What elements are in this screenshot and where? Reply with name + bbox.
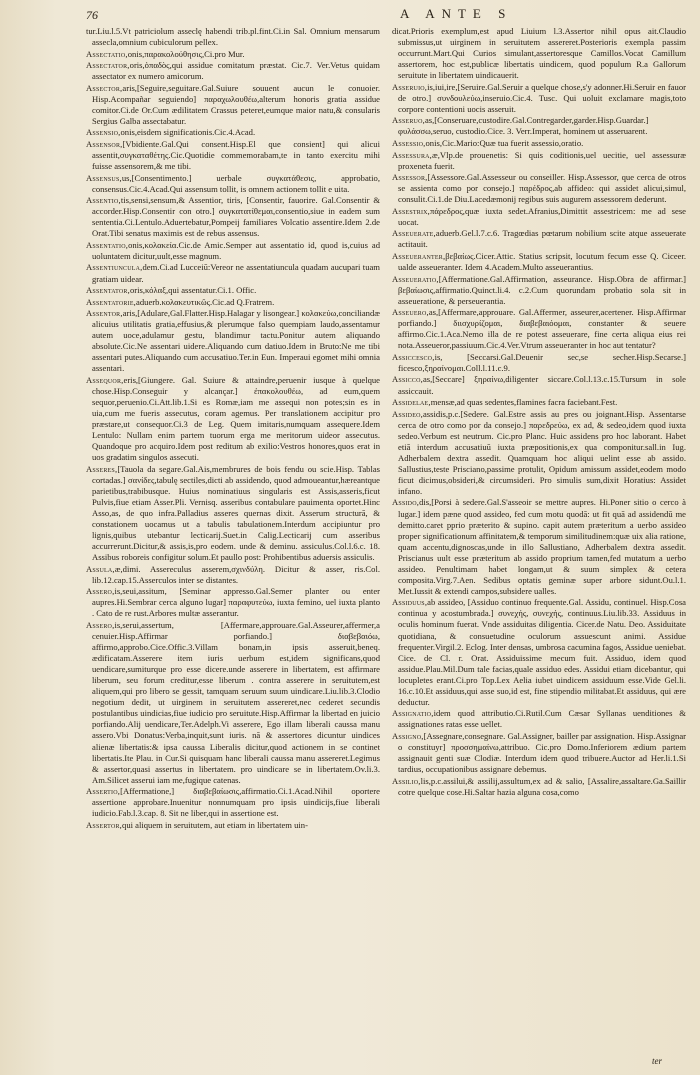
entry-headword: Asseueranter, bbox=[392, 250, 446, 261]
dictionary-entry bbox=[86, 49, 380, 60]
dictionary-entry bbox=[392, 150, 686, 172]
entry-text: æ,dimi. Assereculus asserem,σχινδύλη. Dicitur & asser, ris.Col. lib.12.cap.15.Asserculos inter se distantes. bbox=[92, 563, 380, 585]
dictionary-entry bbox=[392, 374, 686, 396]
dictionary-entry bbox=[392, 138, 686, 149]
dictionary-entry bbox=[86, 620, 380, 786]
dictionary-entry bbox=[392, 397, 686, 408]
dictionary-entry bbox=[392, 352, 686, 374]
left-column bbox=[86, 26, 380, 1066]
entry-text: dis,[Porsi à sedere.Gal.S'asseoir se mettre aupres. Hi.Poner sitio o cerco à lugar.] idem pæne quod assideo, fed cum motu quodā: ut fit quā ad assidendū me demitto.caret pprio præterito & supino. capit autem præteritum a uerbo assideo proper significationum affinitatem,& temporum similitudinem:quæ uix alia ratione, quam accentu,dignoscas,unde in illo Sallustiano, Adherbalem dextra assedit. Priscianus uult esse præteritum ab assido proprium tamen,fed mutatum a uerbo assideo. Penultimam habet longam,ut & suum simplex & cetera composita.Virg.7.Aen. Sedibus optatis geminæ super arbore sidunt.Ou.l.1. Met.Iussit & extendi campos,subsidere ualles. bbox=[398, 497, 686, 596]
entry-text: [Assessore.Gal.Assesseur ou conseiller. Hisp.Assessor, que cerca de otros se assienta como por consejo.] παρέδρος,ab affideo: qui assidet alicui,simul, consulit.Ci.1.de Diu.Lacedæmonij regibus suis augurem assessorem dederunt. bbox=[398, 172, 686, 205]
dictionary-entry bbox=[86, 375, 380, 463]
entry-text: onis,παρακολούθησις,Ci.pro Mur. bbox=[127, 48, 245, 59]
entry-headword: Assilio, bbox=[392, 775, 421, 786]
dictionary-entry bbox=[86, 240, 380, 262]
entry-headword: Assertor, bbox=[86, 819, 123, 830]
dictionary-entry bbox=[86, 586, 380, 619]
dictionary-entry bbox=[86, 173, 380, 195]
entry-headword: Assideo, bbox=[392, 408, 423, 419]
entry-headword: Assestrix, bbox=[392, 205, 431, 216]
dictionary-entry bbox=[86, 60, 380, 82]
dictionary-entry bbox=[392, 228, 686, 250]
entry-headword: Assidelae, bbox=[392, 397, 431, 408]
entry-headword: Assicco, bbox=[392, 374, 423, 385]
dictionary-entry bbox=[86, 195, 380, 239]
entry-text: as,[Affermare,approuare. Gal.Affermer, asseurer,acertener. Hisp.Affirmar porfiando.] διισχυρίζομαι, διαβεβαιόομαι, constanter & seuere affirmo.Cic.1.Aca.Nemo illa de re potest asseuerare, fine certa aliqua eius rei nota.Asseueror,passiuum.Cic.4.Ver.Vtrum asseueranter in hoc aut tentatur? bbox=[398, 307, 686, 351]
dictionary-entry bbox=[86, 297, 380, 308]
entry-text: πάρεδρος,quæ iuxta sedet.Afranius,Dimittit assestricem: me ad sese uocat. bbox=[398, 205, 686, 227]
entry-text: oris,ὁπαδὸς,qui assidue comitatum præstat. Cic.7. Ver.Vetus quidam assectator ex numero amicorum. bbox=[92, 60, 380, 82]
entry-headword: Asseruio, bbox=[392, 81, 428, 92]
entry-headword: Asseuero, bbox=[392, 307, 429, 318]
entry-text: mensæ,ad quas sedentes,flamines facra faciebant.Fest. bbox=[430, 397, 618, 408]
dictionary-entry bbox=[86, 820, 380, 831]
dictionary-entry bbox=[86, 464, 380, 563]
entry-text: us,[Consentimento.] uerbale συγκατάθεσις, approbatio, consensus.Cic.4.Acad.Qui assensum tollit, is omnem actionem tollit e uita. bbox=[92, 172, 380, 194]
right-column bbox=[392, 26, 686, 1066]
entry-headword: Assentio, bbox=[86, 195, 121, 206]
entry-headword: Assentatio, bbox=[86, 239, 129, 250]
entry-text: aris,[Adulare,Gal.Flatter.Hisp.Halagar y lisongear.] κολακεύω,conciliandæ alicuius utilitatis gratia,effusius,& plerumque falso quempiam laudo,assentamur autem uoce,adulamur gestu, blandimur tactu.Ponitur autem aliquando absolute.Cic.Ne assentari uidere.Aliquando cum datiuo.Idem in Bruto:Ne me tibi assentari putes.Aliquando cum accusatiuo.Ter.in Eun. Imperaui egomet mihi omnia assentari. bbox=[92, 308, 380, 374]
entry-headword: Assectatio, bbox=[86, 48, 128, 59]
entry-text: [Tauola da segare.Gal.Ais,membrures de bois fendu ou scie.Hisp. Tablas cortadas.] σανίδες,tabulę sectiles,dicti ab assidendo, quod admoueantur,hæreantque parietibus,trabibusque. Huius nominatiuus singularis est Assis,asseris,ficut Pulvis,fiue etiam Asser.Pli. Vernisq. asseribus contabulare pauimenta oportet.Hinc Asso,as, de quo infra.Palladius asseres quernas dixit. Asserum structurā, & constationem uocamus ut a tabulis tabulationem.Interdum accipiuntur pro lignis,quibus utebantur lecticarij.Suet.in Calig.Lecticarij cum asseribus accurrerunt.Dicitur,& assis,is,pro eodem. unde & deminu. assiculus.Col.l.6.c. 18. Assibus roboreis configitur solum.Et paullo post: Prohibentibus aduersis assiculis. bbox=[92, 463, 380, 563]
dictionary-entry bbox=[86, 308, 380, 374]
entry-text: æ,Vlp.de prouenetis: Si quis coditionis,uel uecitie, uel assessuræ proxeneta fuerit. bbox=[398, 149, 686, 171]
entry-text: dicat.Prioris exemplum,est apud Liuium l.3.Assertor nihil opus ait.Claudio submissus,ut uirginem in seruitutem assereret.Posterioris exempla passim occurrunt.Mart.Qui Curios simulant,assertoresque Camillos.Vocat Camillum assertorem, hoc est,publicæ libertatis uindicem, quod populum R.a Gallorum seruitute in libertatem uindicauerit. bbox=[392, 26, 686, 81]
entry-text: aris,[Seguire,seguitare.Gal.Suiure souuent aucun le conuoier. Hisp.Acompañar seguiendo] παραχωλουθέω,alterum honoris gratia assidue comitor.Ci.de Or.Cum ædilitatem Crassus peteret,eumque maior natu,& consularis Sergius Galba assectabatur. bbox=[92, 82, 380, 126]
entry-headword: Assessio, bbox=[392, 137, 426, 148]
entry-headword: Assentor, bbox=[86, 308, 123, 319]
entry-text: is,serui,assertum, [Affermare,approuare.Gal.Asseurer,affermer,a cenuier.Hisp.Affirmar porfiando.] διαβεβαιόω, affirmo,approbo.Cice.Offic.3.Villam bonam,in ipsis asseruit,beneq. ædificatam.Asserere item iuris uerbum est,idem significans,quod uendicare,sumiturque pro esse dicere.unde asserere in libertatem, est affirmare liberum, seu forum creditur,esse liberum . contra asserere in seruitutem,est aliquem,qui pro libero se gessit, tamquam seruum suum uindicare.Liu.lib.3.Clodio negotium dedit, ut uirginem in seruitutem assereret,nec cederet secundis postulantibus uindicias,fiue iudicio pro seruitute.Hisp.Affirmar la libertad en juicio porfiando.Alij uendicare,Ter.Adelph.Vi asserere, Ego illam liberali caussa manu assero.Vbi Donatus:Verba,inquit,sunt iuris. nā & assertores dicuntur uindices alienæ libertatis:& ipsa caussa Liberalis dicitur,quod actionem in se continet libertatis.Ite Plau. in Cur.Si quisquam hanc liberali caussa manu assereret.Legimus & assertor,quasi assertus in libertatem. pro uindicare se in libertatem.Ov.li.3. Am.Silicet asserui iam me,fugique catenas. bbox=[92, 619, 380, 785]
dictionary-entry bbox=[86, 564, 380, 586]
entry-headword: Assero, bbox=[86, 619, 115, 630]
entry-headword: Assertio, bbox=[86, 786, 121, 797]
entry-text: qui aliquem in seruitutem, aut etiam in libertatem uin- bbox=[122, 819, 308, 830]
entry-text: assidis,p.c.[Sedere. Gal.Estre assis au pres ou joignant.Hisp. Assentarse cerca de otro como por da consejo.] παρεδρεύω, ex ad, & sedeo,idem quod iuxta sedeo.Verbum est neutrum. Cic.pro Planc. Huic assidens pro hoc laborant. Habet etiā interdum accusatiuū iuxta præpositionis,ex qua componitur.sall.in Iug. Adherbalem dextra assedit. Quamquam hoc aliqui uelint esse ab assido. Sallustius,teste Prisciano,passime protulit, Opidum amissum assidet,eodem modo ficut dicimus,obsideri,& circumsideri. Pro simulis sum,dixit Horatius: Assidet infano. bbox=[398, 408, 686, 496]
running-head: A ANTE S bbox=[400, 6, 513, 21]
entry-headword: Assector, bbox=[86, 82, 123, 93]
entry-text: onis,Cic.Mario:Quæ tua fuerit assessio,oratio. bbox=[425, 137, 584, 148]
dictionary-entry bbox=[392, 251, 686, 273]
entry-text: idem quod attributio.Ci.Rutil.Cum Cæsar Syllanas uenditiones & assignationes ratas esse uellet. bbox=[398, 708, 686, 730]
page-number: 76 bbox=[86, 8, 98, 22]
dictionary-entry bbox=[392, 115, 686, 137]
dictionary-entry bbox=[392, 206, 686, 228]
entry-text: βεβαίως.Cicer.Attic. Statius scripsit, locutum fecum esse Q. Ciceer. ualde asseueranter. Idem 4.Academ.Multo asseuerantius. bbox=[398, 250, 686, 272]
entry-text: as,[Seccare] ξηραίνω,diligenter siccare.Col.l.13.c.15.Tursum in sole assiccauit. bbox=[398, 374, 686, 396]
entry-headword: Assentator, bbox=[86, 285, 130, 296]
entry-text: [Assegnare,consegnare. Gal.Assigner, bailler par assignation. Hisp.Assignar o constituyr] προσσημαίνω,attribuo. Cic.pro Domo.Inferiorem ædium partem assignauit genti suæ Clodiæ. Interdum idem quod tribuere.Auctor ad Her.li.1.Si tardius, occupationibus assignare debemus. bbox=[398, 730, 686, 775]
entry-text: oris,κόλαξ,qui assentatur.Ci.1. Offic. bbox=[129, 285, 257, 296]
entry-text: ab assideo, [Assiduo continuo frequente.Gal. Assidu, continuel. Hisp.Cosa continua y acostumbrada.] συνεχής, συνεχής, continuus.Liu.lib.33. Assiduus in oculis hominum fuerat. Vnde assiduitas diligentia. Cicer.de Natu. Deo. Assiduitate quotidiana, & consuetudine oculorum assuescunt animi. Assidue frequenter.Virgil.2. Eclog. Inter densas, umbrosa cacumina fagos, Assidue ueniebat. Cice. de Cl. r. Orat. Assiduissime mecum fuit. Assiduo, idem quod assidue.Plau.Mil.Dum tale facias,quale assiduo edes. Assidui etiam dicebantur, qui locupletes erant.Ci.pro Top.Lex Aelia iubet uindicem assiduum esse.Vide Gel.li. 16.c.10.Et assiduus,qui asse suo,id est, fine stipendio militabat.Et assiduus, qui ære deductur. bbox=[398, 597, 686, 707]
entry-text: lis,p.c.assilui,& assilij,assultum,ex ad & salio, [Assalire,assaltare.Ga.Saillir cotre quelque cose.Hi.Saltar hazia alguna cosa,como bbox=[398, 775, 686, 797]
dictionary-entry bbox=[86, 26, 380, 48]
entry-headword: Assensio, bbox=[86, 127, 121, 138]
dictionary-entry bbox=[392, 708, 686, 730]
entry-text: dem.Ci.ad Lucceiū:Vereor ne assentatiuncula quadam aucupari tuam gratiam uidear. bbox=[92, 262, 380, 284]
dictionary-entry bbox=[392, 26, 686, 81]
entry-text: aduerb.Gel.l.7.c.6. Tragœdias pœtarum nobilium scite atque asseuerate actitauit. bbox=[398, 228, 686, 250]
entry-text: [Affermatione,] διαβεβαίωσις,affirmatio.Ci.1.Acad.Nihil oportere assertione approbare.Inuenitur nonnumquam pro ipsis uindicijs,fiue liberali iudicio.Fab.l.3.cap. 8. Sit ne liber,qui in assertione est. bbox=[92, 786, 380, 819]
dictionary-entry bbox=[392, 172, 686, 205]
entry-headword: Asseuerate, bbox=[392, 228, 436, 239]
entry-headword: Asseueratio, bbox=[392, 273, 439, 284]
dictionary-entry bbox=[392, 274, 686, 307]
entry-headword: Assula, bbox=[86, 563, 115, 574]
dictionary-entry bbox=[86, 262, 380, 284]
dictionary-entry bbox=[392, 776, 686, 798]
entry-text: onis,κολακεία.Cic.de Amic.Semper aut assentatio id, quod is,cuius ad uoluntatem dicitur,uult,esse magnum. bbox=[92, 239, 380, 261]
entry-headword: Assentatorie, bbox=[86, 296, 137, 307]
dictionary-entry bbox=[86, 83, 380, 127]
entry-text: is,seui,assitum, [Seminar appresso.Gal.Semer planter ou enter aupres.Hi.Sembrar cerca alguno lugar] παραφυτεύω, iuxta femino, uel iuxta planto . Cato de re rust.Arbores multæ asserantur. bbox=[92, 586, 380, 619]
dictionary-entry bbox=[86, 139, 380, 172]
entry-headword: Assigno, bbox=[392, 730, 424, 741]
entry-headword: Assido, bbox=[392, 497, 420, 508]
entry-headword: Asseruo, bbox=[392, 115, 425, 126]
entry-text: onis,eisdem significationis.Cic.4.Acad. bbox=[120, 127, 256, 138]
entry-headword: Assessura, bbox=[392, 149, 433, 160]
entry-text: [Vbidiente.Gal.Qui consent.Hisp.El que consient] qui alicui assentit,συγκαταθέτης.Cic.Quotidie commemorabam,te in tanto exercitu mihi fuisse assensorem,& me tibi. bbox=[92, 138, 380, 172]
entry-text: is, [Seccarsi.Gal.Deuenir sec,se secher.Hisp.Secarse.] ficesco,ξηραίνομαι.Coll.l.11.c.9. bbox=[398, 351, 686, 373]
dictionary-entry bbox=[392, 597, 686, 707]
catchword: ter bbox=[652, 1056, 662, 1066]
entry-headword: Asseres, bbox=[86, 463, 118, 474]
entry-text: tis,sensi,sensum,& Assentior, tiris, [Consentir, fauorire. Gal.Consentir & accorder.Hisp.Consentir con otro.] συγκατατίθεμαι,consentio,siue in eadem sum sententia.Ci.Lentulo.Aduertebatur,Pompeij familiares Volcatio assentire.Idem 2.de Orat.Tibi senatus maximis est de rebus assensus. bbox=[92, 195, 380, 239]
dictionary-entry bbox=[86, 786, 380, 819]
dictionary-entry bbox=[392, 731, 686, 775]
entry-text: [Affermatione.Gal.Affirmation, asseurance. Hisp.Obra de affirmar.] βεβαίωσις,affirmatio.Quinct.li.4. c.2.Cum quorundam probatio sola sit in asseueratione, & perseuerantia. bbox=[398, 273, 686, 306]
entry-headword: Assiccesco, bbox=[392, 351, 435, 362]
entry-text: tur.Liu.l.5.Vt patriciolum asseclę habendi trib.pl.fint.Ci.in Sal. Omnium mensarum assecla,omnium cubiculorum pellex. bbox=[86, 26, 380, 48]
dictionary-entry bbox=[86, 285, 380, 296]
entry-text: as,[Conseruare,custodire.Gal.Contregarder,garder.Hisp.Guardar.] φυλάσσω,seruo, custodio.Cice. 3. Verr.Imperat, hominem ut asseruarent. bbox=[398, 115, 649, 137]
dictionary-entry bbox=[392, 307, 686, 351]
entry-text: eris,[Giungere. Gal. Suiure & attaindre,peruenir iusque à quelque chose.Hisp.Conseguir y alcançar.] ἐπακολουθέω, ad eum,quem sequor,peruenio.Ci.Att.lib.1.Si es Romæ,iam me assequi non potes;sin es in uia,cum me fueris assecutus, coram agemus. Per translationem accipitur pro præstare,ut consequor.Ci.3 de Leg. Quem imitaris,numquam assequere.Idem Lentulo: Nullam enim partem tuorum erga me meritorum uideor assecutus. Quandoque pro acquiro.Idem post reditum ab exilio:Vestros honores,quos erat in uos gradatim singulos assecuti. bbox=[92, 374, 380, 463]
entry-text: aduerb.κολακευτικῶς.Cic.ad Q.Fratrem. bbox=[136, 296, 275, 307]
dictionary-entry bbox=[392, 497, 686, 596]
entry-headword: Assentiuncula, bbox=[86, 262, 143, 273]
entry-headword: Assectator, bbox=[86, 60, 130, 71]
entry-text: is,iui,ire,[Seruire.Gal.Seruir a quelque chose,s'y adonner.Hi.Seruir en fauor de otro.] συνδουλεύω,inseruio.Cic.4. Tusc. Qui uoluit exclamare magis,toto corpore contentioni uocis asseruit. bbox=[398, 81, 686, 114]
entry-headword: Assequor, bbox=[86, 374, 124, 385]
entry-headword: Assignatio, bbox=[392, 708, 434, 719]
dictionary-entry bbox=[392, 409, 686, 497]
dictionary-entry bbox=[86, 127, 380, 138]
entry-headword: Assensus, bbox=[86, 172, 122, 183]
entry-headword: Assessor, bbox=[392, 172, 428, 183]
entry-headword: Assero, bbox=[86, 586, 115, 597]
dictionary-entry bbox=[392, 82, 686, 115]
entry-headword: Assiduus, bbox=[392, 597, 428, 608]
entry-headword: Assensor, bbox=[86, 138, 123, 149]
